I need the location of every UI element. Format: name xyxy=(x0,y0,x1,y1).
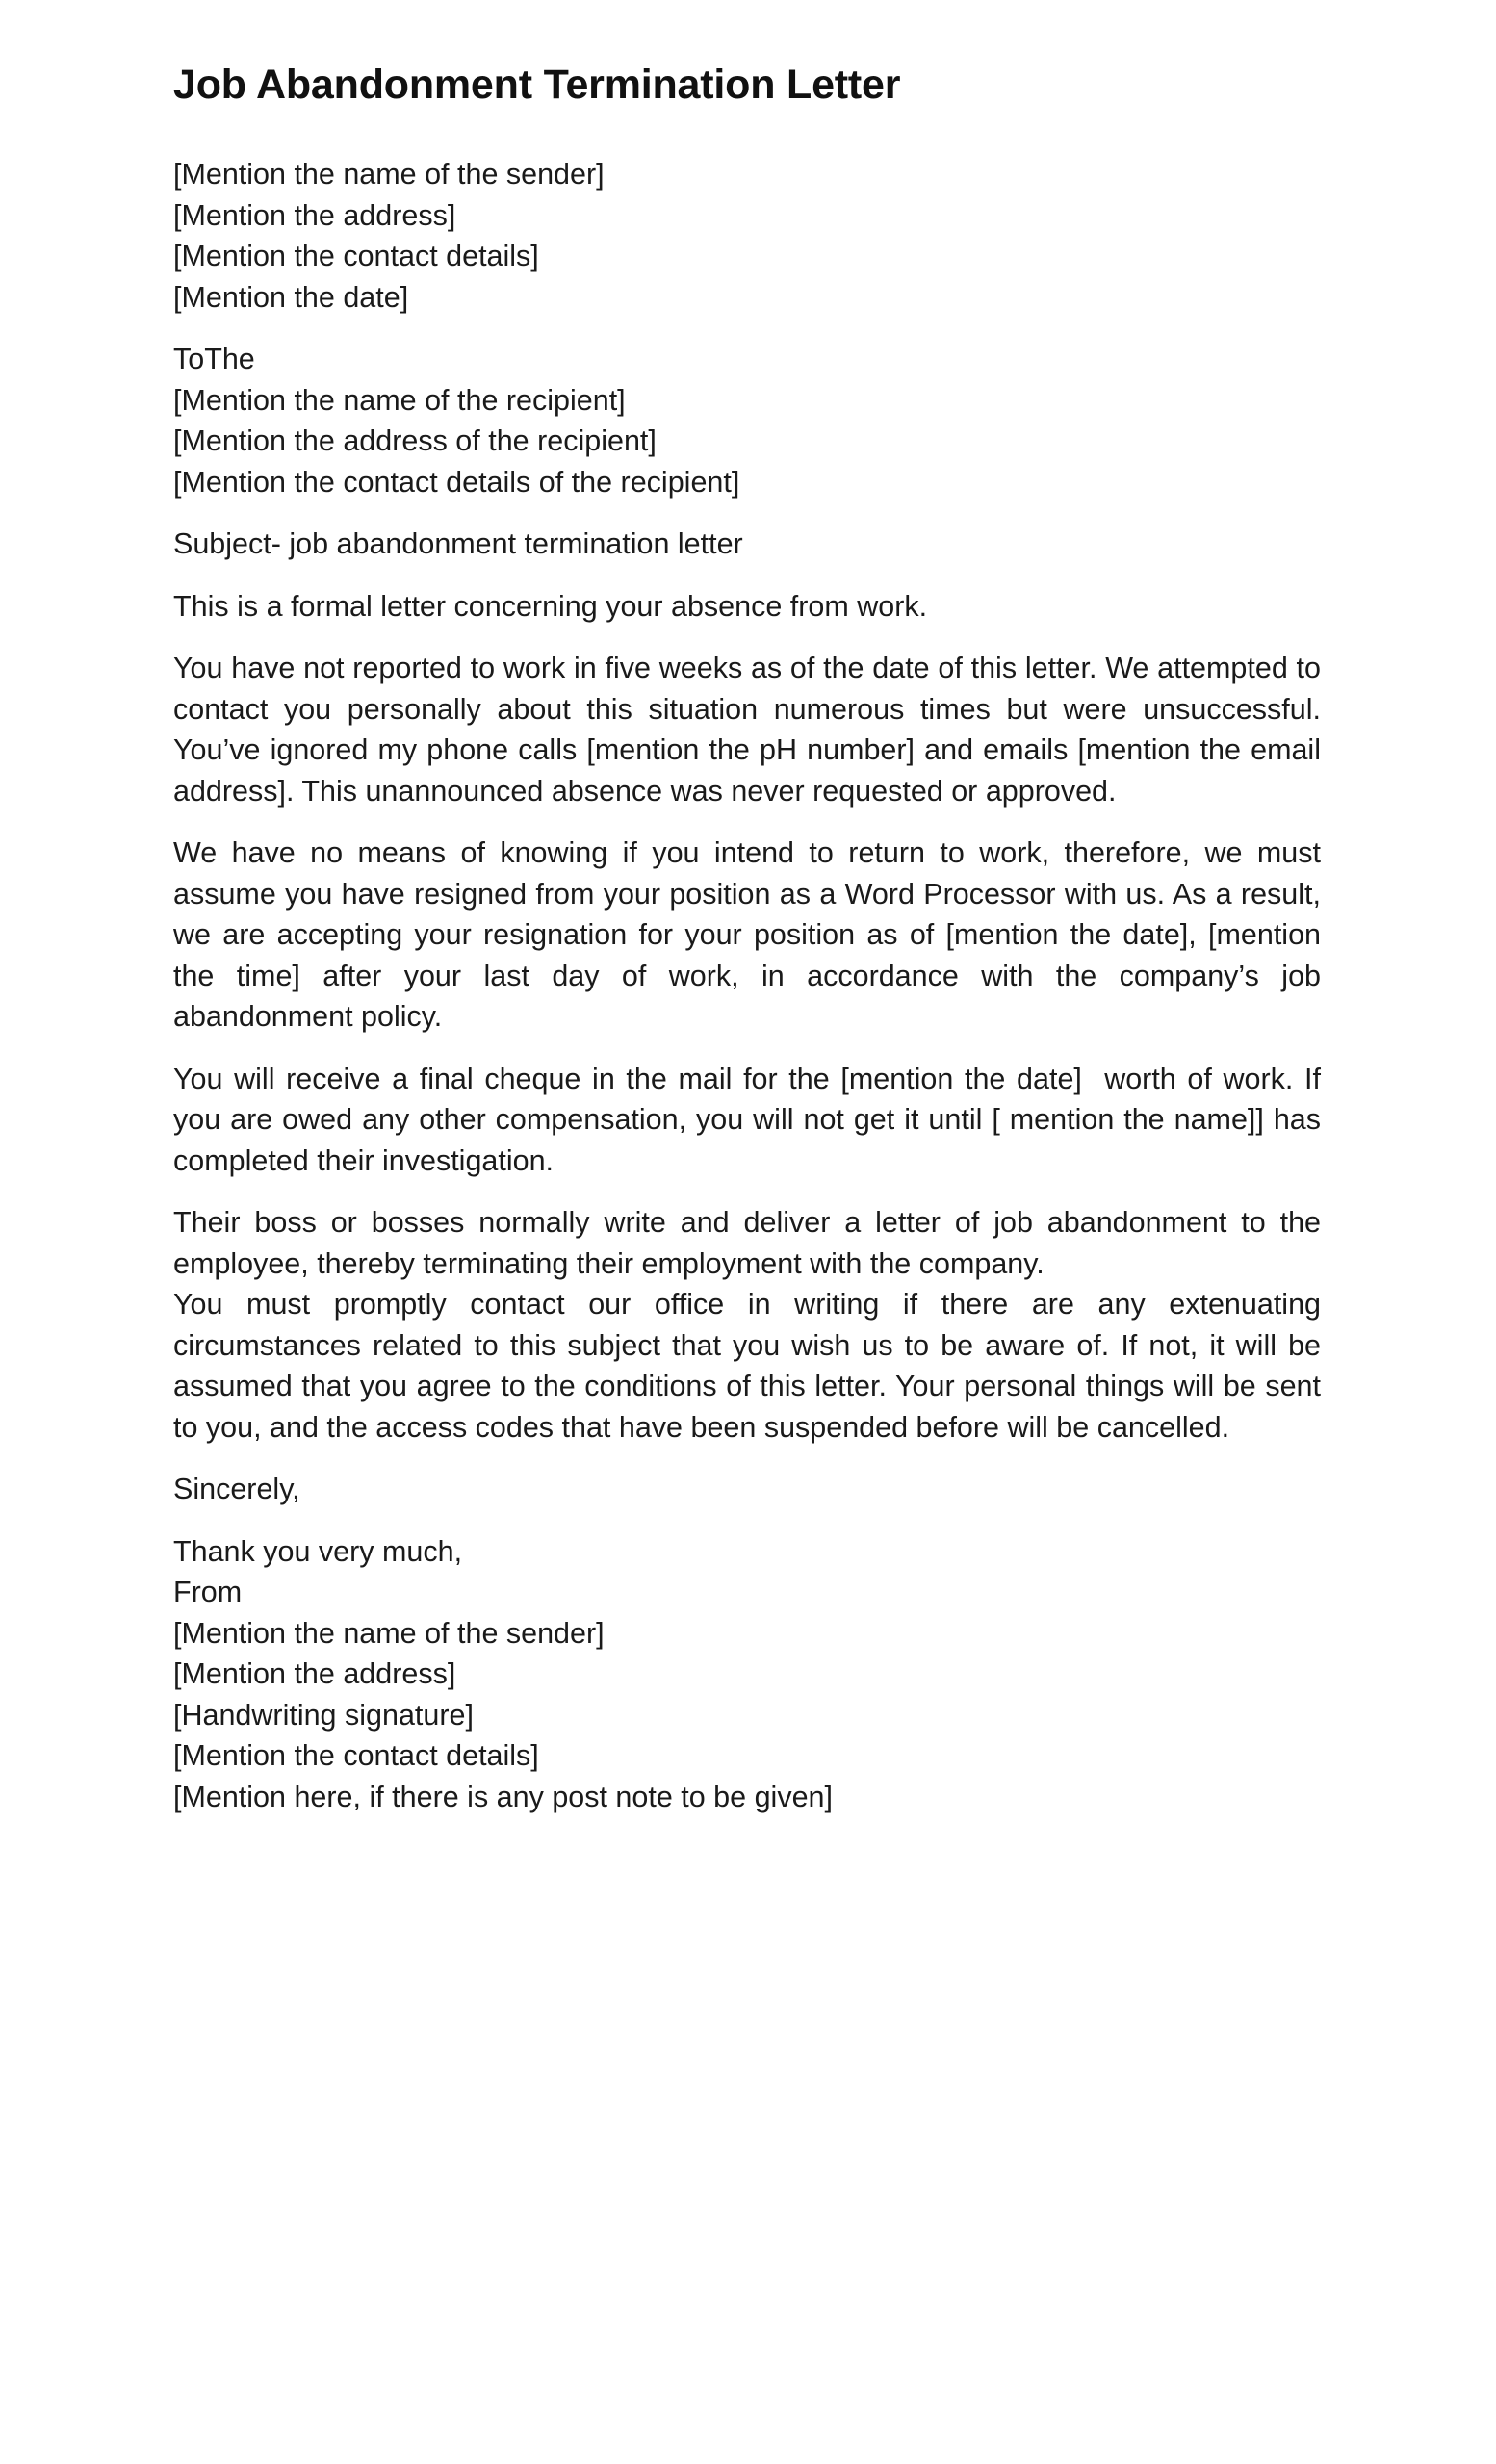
closing-sender-contact-line: [Mention the contact details] xyxy=(173,1739,539,1773)
thanks-line: Thank you very much, xyxy=(173,1534,463,1568)
opening-block xyxy=(173,586,1321,628)
body-paragraph-resignation: We have no means of knowing if you intend to return to work, therefore, we must assume you have resigned from your position as a Word Processor with us. As a result, we are accepting your resignation for your position as of [mention the date], [mention the time] after your last day of work, in accordance with the company’s job abandonment policy. xyxy=(173,836,1329,1034)
closing-sender-address-line: [Mention the address] xyxy=(173,1657,456,1691)
page-title: Job Abandonment Termination Letter xyxy=(173,62,901,108)
sincerely-block xyxy=(173,1469,1321,1510)
sender-address-block xyxy=(173,154,1321,318)
sender-address-line: [Mention the address] xyxy=(173,198,456,232)
sincerely-line: Sincerely, xyxy=(173,1473,300,1506)
sender-date-line: [Mention the date] xyxy=(173,280,409,314)
recipient-contact-line: [Mention the contact details of the recipient] xyxy=(173,465,740,499)
handwriting-signature-line: [Handwriting signature] xyxy=(173,1698,474,1732)
recipient-address-line: [Mention the address of the recipient] xyxy=(173,424,657,458)
closing-sender-name-line: [Mention the name of the sender] xyxy=(173,1616,605,1650)
post-note-line: [Mention here, if there is any post note to be given] xyxy=(173,1780,833,1813)
from-line: From xyxy=(173,1576,243,1609)
subject-block xyxy=(173,524,1321,565)
signature-block xyxy=(173,1531,1321,1818)
subject-line: Subject- job abandonment termination letter xyxy=(173,527,743,561)
sender-contact-line: [Mention the contact details] xyxy=(173,240,539,273)
body-paragraph-boss-delivery: Their boss or bosses normally write and deliver a letter of job abandonment to the employee, thereby terminating their employment with the company. xyxy=(173,1206,1329,1280)
sender-name-line: [Mention the name of the sender] xyxy=(173,158,605,192)
recipient-to-line: ToThe xyxy=(173,343,255,376)
body-paragraph-final-cheque: You will receive a final cheque in the mail for the [mention the date] worth of work. If you are owed any other compensation, you will not get it until [ mention the name]] has completed their investigation. xyxy=(173,1062,1329,1177)
recipient-address-block xyxy=(173,339,1321,502)
recipient-name-line: [Mention the name of the recipient] xyxy=(173,383,626,417)
body-paragraph-contact-office: You must promptly contact our office in writing if there are any extenuating circumstances related to this subject that you wish us to be aware of. If not, it will be assumed that you agree to the conditions of this letter. Your personal things will be sent to you, and the access codes that have been suspended before will be cancelled. xyxy=(173,1288,1329,1444)
body-paragraph-absence: You have not reported to work in five weeks as of the date of this letter. We attempted to contact you personally about this situation numerous times but were unsuccessful. You’ve ignored my phone calls [mention the pH number] and emails [mention the email address]. This unannounced absence was never requested or approved. xyxy=(173,652,1329,808)
letter-content xyxy=(173,60,1329,1838)
opening-paragraph: This is a formal letter concerning your absence from work. xyxy=(173,589,928,623)
